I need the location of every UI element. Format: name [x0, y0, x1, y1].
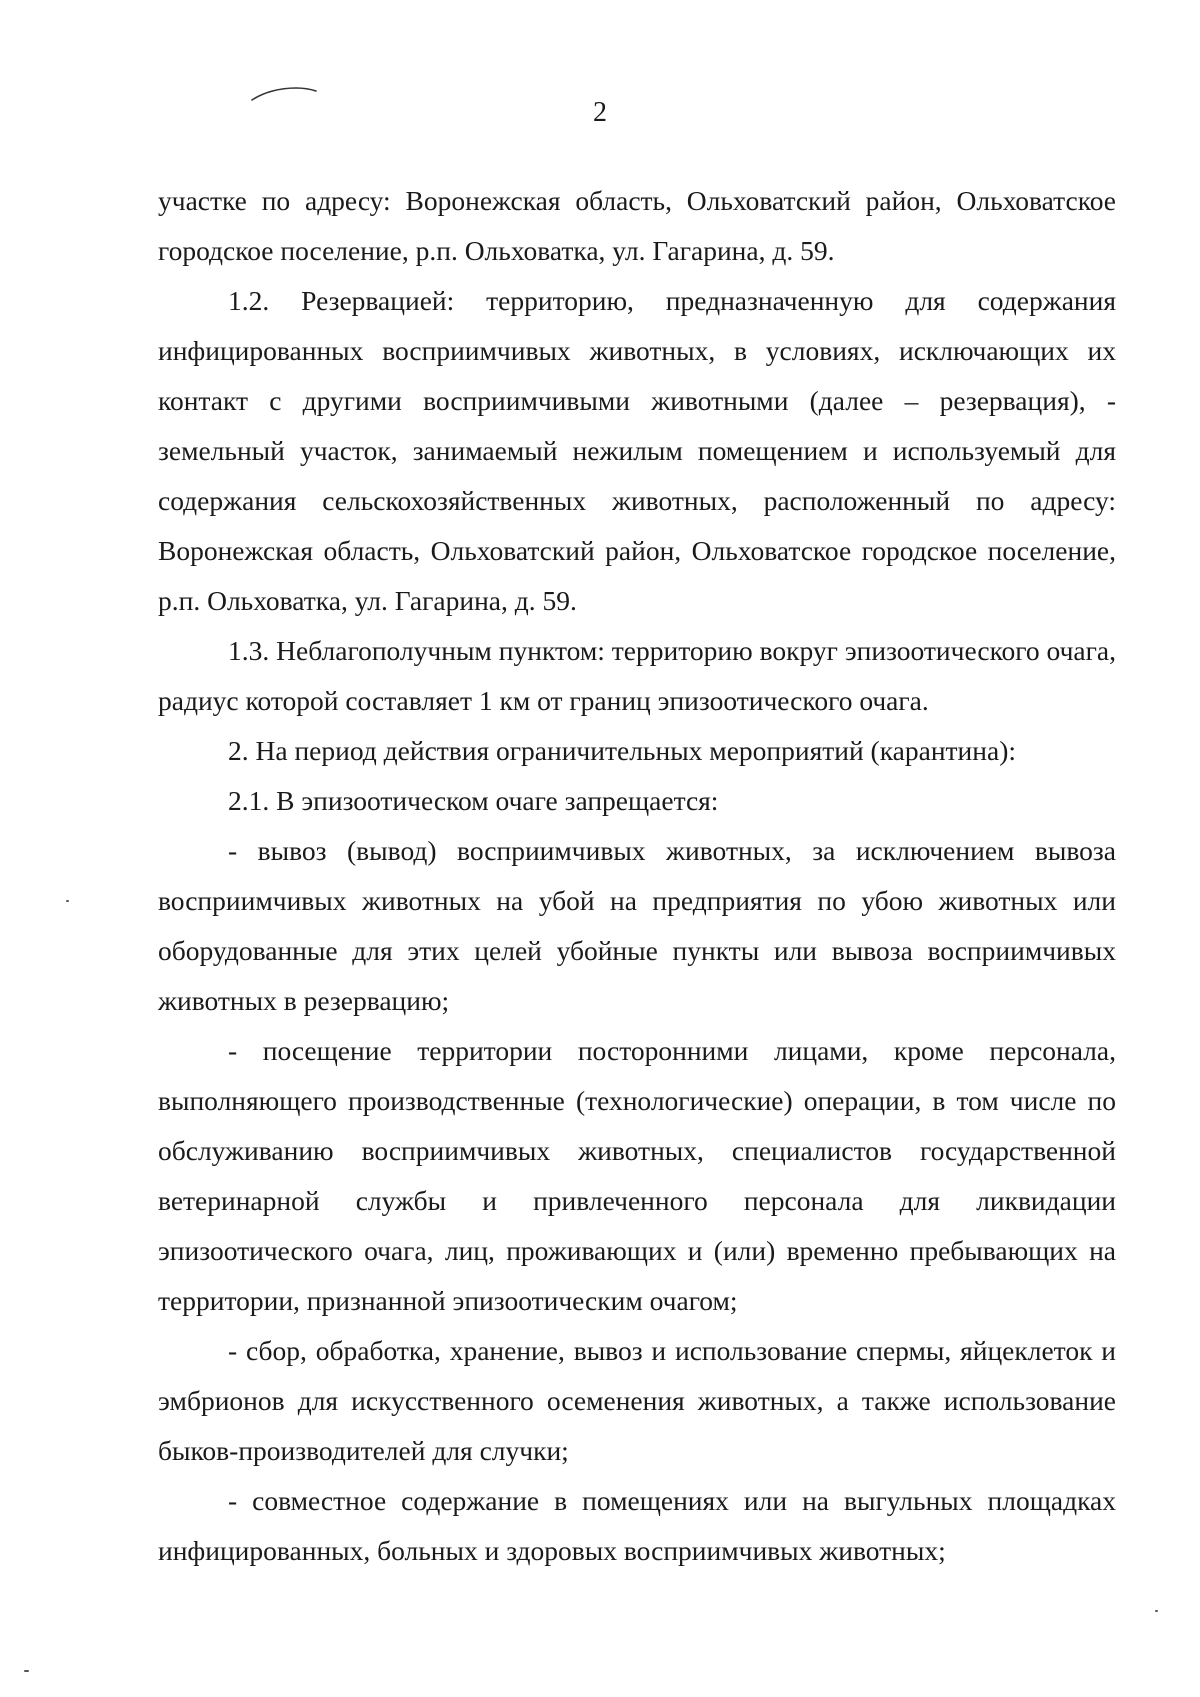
- scan-speck: [1155, 1610, 1158, 1612]
- page-number: 2: [593, 97, 607, 128]
- list-item-joint-keeping: - совместное содержание в помещениях или на выгульных площадках инфицированных, больных и здоровых восприимчивых животных;: [158, 1485, 1116, 1566]
- paragraph-1-3-unfavorable-point: 1.3. Неблагополучным пунктом: территорию вокруг эпизоотического очага, радиус которой составляет 1 км от границ эпизоотического очага.: [158, 635, 1116, 716]
- paragraph-2-quarantine-period: 2. На период действия ограничительных мероприятий (карантина):: [228, 735, 1016, 766]
- list-item-sperm-collection: - сбор, обработка, хранение, вывоз и использование спермы, яйцеклеток и эмбрионов для искусственного осеменения животных, а также использование быков-производителей для случки;: [158, 1335, 1116, 1466]
- paragraph-2-1-prohibitions: 2.1. В эпизоотическом очаге запрещается:: [228, 785, 719, 816]
- scan-speck: [24, 1670, 29, 1672]
- paragraph-address-continuation: участке по адресу: Воронежская область, Ольховатский район, Ольховатское городское поселение, р.п. Ольховатка, ул. Гагарина, д. 59.: [158, 185, 1116, 266]
- list-item-territory-visits: - посещение территории посторонними лицами, кроме персонала, выполняющего производственные (технологические) операции, в том числе по обслуживанию восприимчивых животных, специалистов государственной ветеринарной службы и привлеченного персонала для ликвидации эпизоотического очага, лиц, проживающих и (или) временно пребывающих на территории, признанной эпизоотическим очагом;: [158, 1035, 1116, 1316]
- list-item-animal-export: - вывоз (вывод) восприимчивых животных, за исключением вывоза восприимчивых животных на убой на предприятия по убою животных или оборудованные для этих целей убойные пункты или вывоза восприимчивых животных в резервацию;: [158, 835, 1116, 1016]
- scan-speck: [66, 900, 69, 902]
- document-body: [158, 176, 1116, 1576]
- paragraph-1-2-reservation: 1.2. Резервацией: территорию, предназначенную для содержания инфицированных восприимчивых животных, в условиях, исключающих их контакт с другими восприимчивыми животными (далее – резервация), - земельный участок, занимаемый нежилым помещением и используемый для содержания сельскохозяйственных животных, расположенный по адресу: Воронежская область, Ольховатский район, Ольховатское городское поселение, р.п. Ольховатка, ул. Гагарина, д. 59.: [158, 285, 1116, 616]
